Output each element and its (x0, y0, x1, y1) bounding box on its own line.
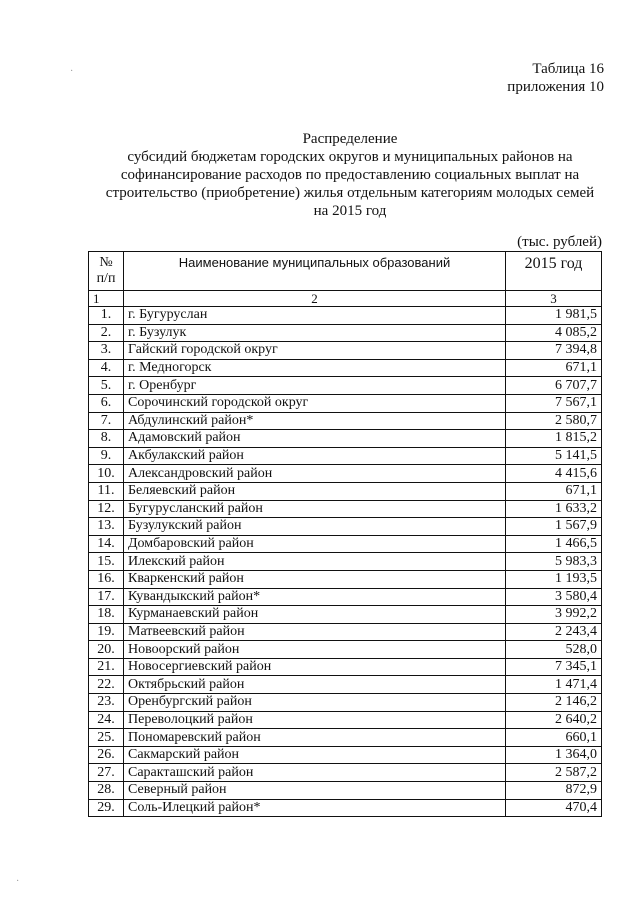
title-line-1: Распределение (302, 131, 398, 147)
subsidy-value: 2 640,2 (506, 711, 602, 729)
column-header-number-line1: № (99, 255, 113, 270)
row-number: 21. (89, 658, 124, 676)
row-number: 23. (89, 694, 124, 712)
row-number: 5. (89, 377, 124, 395)
table-row (89, 394, 602, 412)
subsidy-value: 5 983,3 (506, 553, 602, 571)
row-number: 11. (89, 482, 124, 500)
subsidy-value: 660,1 (506, 729, 602, 747)
table-row (89, 623, 602, 641)
column-index-row (89, 291, 602, 307)
row-number: 1. (89, 307, 124, 325)
row-number: 25. (89, 729, 124, 747)
row-number: 28. (89, 782, 124, 800)
municipality-name: Акбулакский район (124, 447, 506, 465)
subsidy-value: 6 707,7 (506, 377, 602, 395)
column-index-3: 3 (506, 291, 602, 307)
column-header-year: 2015 год (506, 252, 602, 291)
table-row (89, 342, 602, 360)
table-row (89, 641, 602, 659)
municipality-name: Новоорский район (124, 641, 506, 659)
subsidy-value: 7 345,1 (506, 658, 602, 676)
table-row (89, 430, 602, 448)
table-row (89, 729, 602, 747)
table-row (89, 307, 602, 325)
appendix-number: приложения 10 (507, 79, 604, 95)
municipality-name: г. Медногорск (124, 359, 506, 377)
subsidy-value: 4 415,6 (506, 465, 602, 483)
row-number: 4. (89, 359, 124, 377)
title-line-2: субсидий бюджетам городских округов и муниципальных районов на (127, 149, 573, 165)
subsidy-value: 671,1 (506, 359, 602, 377)
table-row (89, 518, 602, 536)
subsidy-value: 2 243,4 (506, 623, 602, 641)
subsidy-value: 3 992,2 (506, 606, 602, 624)
subsidy-value: 470,4 (506, 799, 602, 817)
subsidy-value: 2 587,2 (506, 764, 602, 782)
row-number: 10. (89, 465, 124, 483)
row-number: 27. (89, 764, 124, 782)
table-row (89, 465, 602, 483)
row-number: 18. (89, 606, 124, 624)
subsidy-value: 7 394,8 (506, 342, 602, 360)
row-number: 9. (89, 447, 124, 465)
row-number: 6. (89, 394, 124, 412)
municipality-name: Пономаревский район (124, 729, 506, 747)
row-number: 26. (89, 746, 124, 764)
subsidy-value: 671,1 (506, 482, 602, 500)
table-number: Таблица 16 (532, 61, 604, 77)
table-row (89, 482, 602, 500)
subsidy-value: 2 146,2 (506, 694, 602, 712)
subsidy-value: 3 580,4 (506, 588, 602, 606)
row-number: 16. (89, 570, 124, 588)
table-row (89, 500, 602, 518)
column-header-number (89, 252, 124, 291)
row-number: 19. (89, 623, 124, 641)
table-body (89, 307, 602, 817)
row-number: 15. (89, 553, 124, 571)
row-number: 13. (89, 518, 124, 536)
row-number: 17. (89, 588, 124, 606)
column-index-2: 2 (124, 291, 506, 307)
row-number: 12. (89, 500, 124, 518)
title-line-4: строительство (приобретение) жилья отдельным категориям молодых семей (105, 185, 595, 201)
municipality-name: Соль-Илецкий район* (124, 799, 506, 817)
table-row (89, 447, 602, 465)
column-header-name: Наименование муниципальных образований (124, 252, 506, 291)
table-row (89, 764, 602, 782)
municipality-name: Беляевский район (124, 482, 506, 500)
row-number: 8. (89, 430, 124, 448)
table-row (89, 570, 602, 588)
table-row (89, 658, 602, 676)
title-line-3: софинансирование расходов по предоставлению социальных выплат на (120, 167, 580, 183)
subsidy-value: 2 580,7 (506, 412, 602, 430)
municipality-name: Илекский район (124, 553, 506, 571)
municipality-name: г. Бузулук (124, 324, 506, 342)
municipality-name: Курманаевский район (124, 606, 506, 624)
municipality-name: г. Оренбург (124, 377, 506, 395)
subsidy-value: 1 466,5 (506, 535, 602, 553)
municipality-name: Северный район (124, 782, 506, 800)
subsidy-value: 4 085,2 (506, 324, 602, 342)
municipality-name: Кваркенский район (124, 570, 506, 588)
municipality-name: Матвеевский район (124, 623, 506, 641)
municipality-name: Кувандыкский район* (124, 588, 506, 606)
subsidy-table (88, 251, 602, 817)
table-row (89, 359, 602, 377)
table-row (89, 606, 602, 624)
table-row (89, 694, 602, 712)
municipality-name: Абдулинский район* (124, 412, 506, 430)
title-line-5: на 2015 год (313, 203, 387, 219)
municipality-name: Переволоцкий район (124, 711, 506, 729)
municipality-name: Бузулукский район (124, 518, 506, 536)
table-row (89, 535, 602, 553)
scan-speck: · (70, 66, 74, 77)
subsidy-value: 528,0 (506, 641, 602, 659)
subsidy-value: 1 471,4 (506, 676, 602, 694)
table-row (89, 553, 602, 571)
subsidy-value: 7 567,1 (506, 394, 602, 412)
table-row (89, 412, 602, 430)
row-number: 29. (89, 799, 124, 817)
unit-label: (тыс. рублей) (517, 234, 602, 250)
row-number: 24. (89, 711, 124, 729)
subsidy-value: 1 633,2 (506, 500, 602, 518)
subsidy-value: 1 193,5 (506, 570, 602, 588)
municipality-name: Октябрьский район (124, 676, 506, 694)
municipality-name: Александровский район (124, 465, 506, 483)
subsidy-value: 5 141,5 (506, 447, 602, 465)
scan-speck: · (16, 876, 20, 887)
subsidy-value: 1 567,9 (506, 518, 602, 536)
table-row (89, 711, 602, 729)
row-number: 3. (89, 342, 124, 360)
row-number: 14. (89, 535, 124, 553)
column-header-number-line2: п/п (96, 271, 116, 286)
table-row (89, 324, 602, 342)
document-title (100, 130, 600, 220)
table-row (89, 799, 602, 817)
municipality-name: Сакмарский район (124, 746, 506, 764)
table-row (89, 746, 602, 764)
table-row (89, 377, 602, 395)
municipality-name: Новосергиевский район (124, 658, 506, 676)
row-number: 7. (89, 412, 124, 430)
row-number: 22. (89, 676, 124, 694)
municipality-name: Домбаровский район (124, 535, 506, 553)
subsidy-value: 1 815,2 (506, 430, 602, 448)
appendix-header (507, 60, 604, 96)
municipality-name: Сорочинский городской округ (124, 394, 506, 412)
municipality-name: г. Бугуруслан (124, 307, 506, 325)
subsidy-value: 1 364,0 (506, 746, 602, 764)
municipality-name: Оренбургский район (124, 694, 506, 712)
municipality-name: Саракташский район (124, 764, 506, 782)
table-row (89, 676, 602, 694)
table-row (89, 782, 602, 800)
municipality-name: Гайский городской округ (124, 342, 506, 360)
municipality-name: Бугурусланский район (124, 500, 506, 518)
table-header-row (89, 252, 602, 291)
row-number: 2. (89, 324, 124, 342)
municipality-name: Адамовский район (124, 430, 506, 448)
subsidy-value: 1 981,5 (506, 307, 602, 325)
table-row (89, 588, 602, 606)
row-number: 20. (89, 641, 124, 659)
column-index-1: 1 (89, 291, 124, 307)
subsidy-value: 872,9 (506, 782, 602, 800)
